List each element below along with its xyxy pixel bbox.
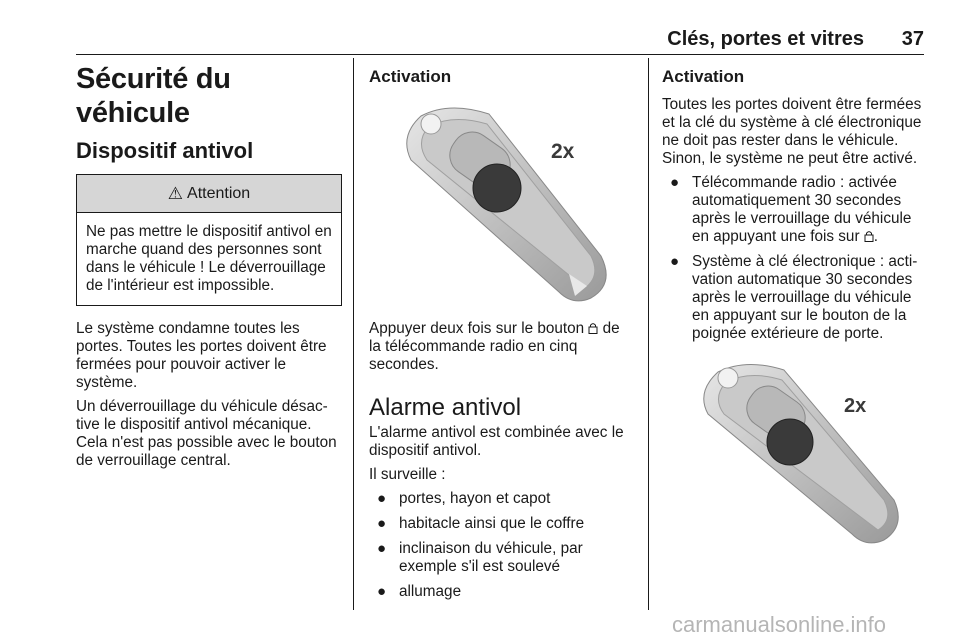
section-heading: Activation (662, 67, 745, 86)
lock-icon (588, 322, 598, 334)
list-item: ● portes, hayon et capot (377, 490, 551, 507)
column-2 (369, 58, 633, 608)
warning-label: Attention (187, 184, 251, 202)
column-1 (76, 58, 342, 476)
paragraph: L'alarme antivol est combinée avec le dispositif antivol. (369, 424, 624, 459)
column-3 (662, 58, 928, 550)
list-item: ● allumage (377, 583, 462, 600)
warning-header (77, 175, 341, 213)
list-item: ● Télécommande radio : activée automatiquement 30 secondes après le verrouillage du véhicule en appuyant une fois sur . (670, 174, 912, 245)
page-number: 37 (901, 28, 924, 50)
lock-icon (864, 230, 874, 242)
press-count-label: 2x (844, 395, 867, 417)
column-divider (353, 58, 354, 610)
press-count-label: 2x (551, 140, 575, 163)
paragraph: Toutes les portes doivent être fermées et la clé du système à clé électronique ne doit pas rester dans le véhicule. Sinon, le système ne peut être activé. (662, 96, 922, 167)
monitor-list (369, 490, 633, 601)
image-caption: Appuyer deux fois sur le bouton de la télécommande radio en cinq secondes. (369, 320, 620, 373)
section-heading: Dispositif antivol (76, 138, 254, 163)
page-title: Sécurité du véhicule (76, 63, 231, 129)
section-heading: Activation (369, 67, 452, 86)
watermark: carmanualsonline.info (672, 612, 887, 637)
warning-box (76, 174, 342, 306)
warning-text: Ne pas mettre le dispositif antivol en marche quand des personnes sont dans le véhicule ! Le déverrouillage de l'intérieur est impossible. (86, 223, 332, 294)
key-fob-illustration (369, 96, 633, 310)
paragraph: Le système condamne toutes les portes. Toutes les portes doivent être fermées pour pouvoir activer le système. (76, 320, 327, 391)
key-fob-illustration (662, 350, 928, 550)
activation-list (662, 174, 928, 343)
list-item: ● inclinaison du véhicule, par exemple s'il est soulevé (377, 540, 583, 575)
paragraph: Il surveille : (369, 466, 446, 483)
column-divider (648, 58, 649, 610)
paragraph: Un déverrouillage du véhicule désactive le dispositif antivol mécanique. Cela n'est pas possible avec le bouton de verrouillage central. (76, 398, 337, 469)
list-item: ● habitacle ainsi que le coffre (377, 515, 585, 532)
page-header (76, 28, 924, 55)
warning-body (77, 213, 341, 305)
section-title: Clés, portes et vitres (667, 28, 864, 50)
section-heading: Alarme antivol (369, 394, 522, 421)
warning-triangle-icon: ⚠ (167, 183, 184, 203)
list-item: ● Système à clé électronique : activation automatique 30 secondes après le verrouillage du véhicule en appuyant sur le bouton de la poignée extérieure de porte. (670, 253, 918, 342)
